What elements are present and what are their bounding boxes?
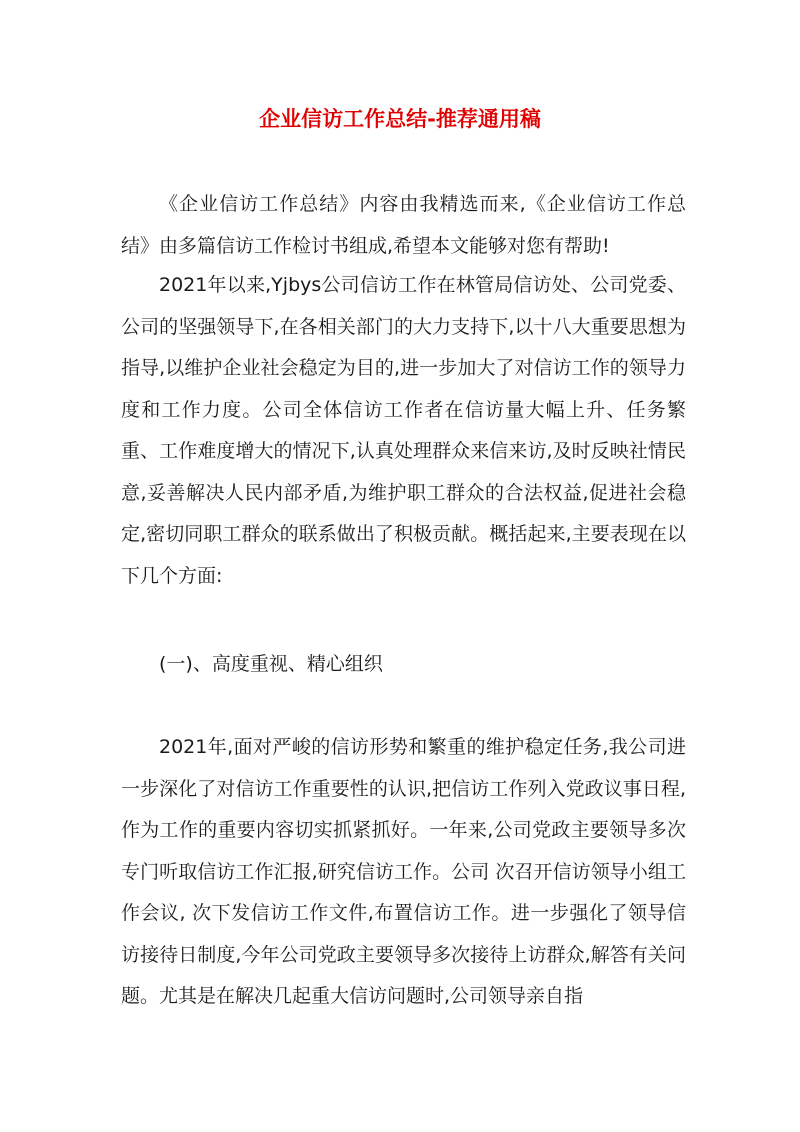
document-title: 企业信访工作总结-推荐通用稿 <box>259 107 541 131</box>
overview-paragraph: 2021年以来,Yjbys公司信访工作在林管局信访处、公司党委、公司的坚强领导下,在各相关部门的大力支持下,以十八大重要思想为指导,以维护企业社会稳定为目的,进一步加大了对信访工作的领导力度和工作力度。公司全体信访工作者在信访量大幅上升、任务繁重、工作难度增大的情况下,认真处理群众来信来访,及时反映社情民意,妥善解决人民内部矛盾,为维护职工群众的合法权益,促进社会稳定,密切同职工群众的联系做出了积极贡献。概括起来,主要表现在以下几个方面: <box>121 274 686 587</box>
intro-paragraph: 《企业信访工作总结》内容由我精选而来,《企业信访工作总结》由多篇信访工作检讨书组成,希望本文能够对您有帮助! <box>121 193 686 257</box>
section-heading: (一)、高度重视、精心组织 <box>159 653 383 675</box>
section-paragraph: 2021年,面对严峻的信访形势和繁重的维护稳定任务,我公司进一步深化了对信访工作重要性的认识,把信访工作列入党政议事日程,作为工作的重要内容切实抓紧抓好。一年来,公司党政主要领导多次专门听取信访工作汇报,研究信访工作。公司 次召开信访领导小组工作会议, 次下发信访工作文件,布置信访工作。进一步强化了领导信访接待日制度,今年公司党政主要领导多次接待上访群众,解答有关问题。尤其是在解决几起重大信访问题时,公司领导亲自指 <box>121 736 686 1007</box>
